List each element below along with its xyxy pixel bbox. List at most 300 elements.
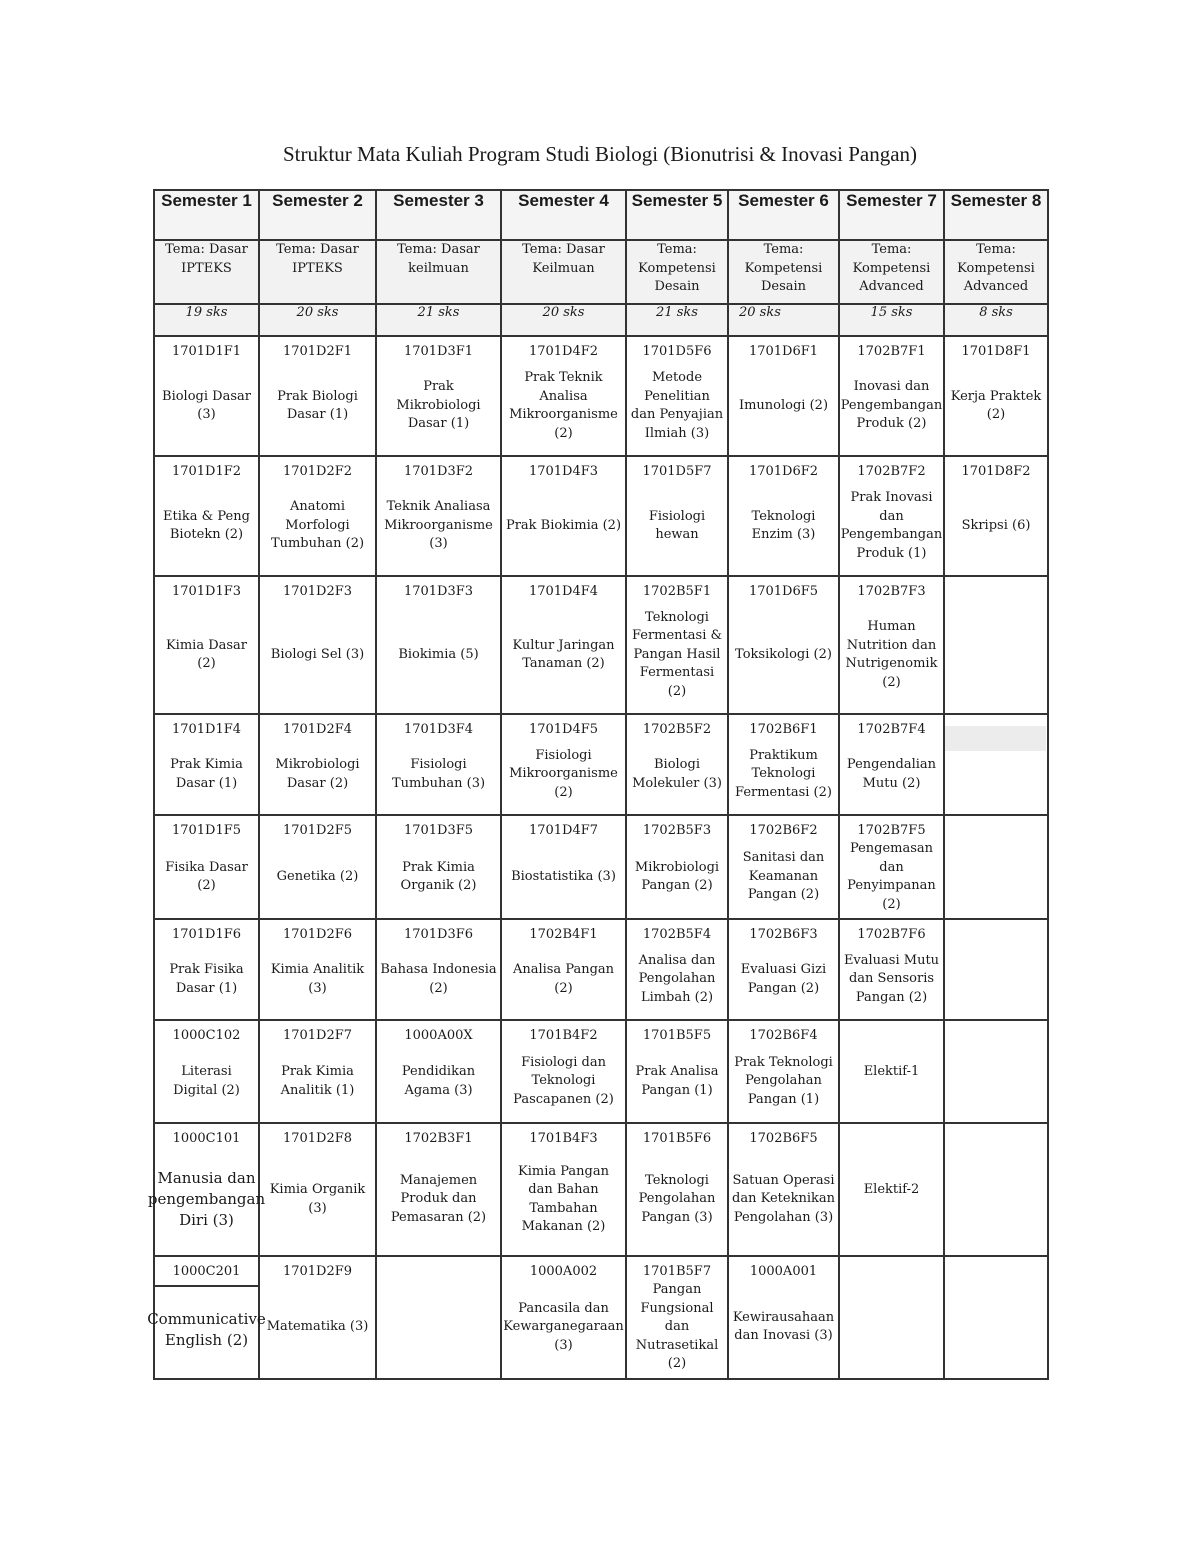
course-code: 1702B6F5	[749, 1131, 818, 1146]
course-name: Praktikum Teknologi Fermentasi (2)	[735, 747, 832, 800]
course-code: 1701D1F2	[171, 464, 242, 479]
course-name: Pangan Fungsional dan Nutrasetikal (2)	[635, 1282, 719, 1371]
course-cell-inner	[630, 1257, 724, 1378]
course-cell-inner	[380, 715, 497, 814]
course-name: Prak Mikrobiologi Dasar (1)	[396, 379, 481, 432]
course-code: 1702B7F5	[857, 823, 926, 838]
course-code: 1702B3F1	[404, 1131, 473, 1146]
course-code: 1701D8F2	[961, 464, 1031, 479]
tema-cell: Tema: Dasar keilmuan	[376, 240, 501, 304]
course-name: Fisiologi Mikroorganisme (2)	[509, 747, 618, 800]
course-name: Anatomi Morfologi Tumbuhan (2)	[270, 499, 365, 552]
course-code: 1702B6F2	[749, 823, 818, 838]
course-name: Manajemen Produk dan Pemasaran (2)	[390, 1172, 487, 1225]
course-code: 1701D4F5	[528, 722, 599, 737]
course-name: Prak Kimia Dasar (1)	[170, 757, 243, 791]
course-name: Biokimia (5)	[398, 646, 479, 662]
course-name: Imunologi (2)	[738, 397, 829, 413]
course-name: Fisiologi hewan	[648, 508, 706, 542]
course-cell-inner	[505, 1124, 622, 1255]
course-code: 1702B7F6	[857, 927, 926, 942]
course-cell-inner	[840, 457, 943, 575]
course-cell-inner	[380, 1257, 497, 1378]
sks-cell: 20 sks	[259, 304, 376, 336]
course-code: 1702B6F1	[749, 722, 818, 737]
course-code: 1000A001	[749, 1264, 818, 1279]
course-name: Prak Kimia Organik (2)	[400, 859, 477, 893]
tema-cell: Tema: Kompetensi Desain	[728, 240, 839, 304]
course-code: 1701D3F2	[403, 464, 474, 479]
course-cell	[154, 1020, 259, 1123]
course-cell-inner	[948, 577, 1044, 713]
course-cell	[501, 456, 626, 576]
sks-cell: 20 sks	[501, 304, 626, 336]
course-name: Evaluasi Mutu dan Sensoris Pangan (2)	[843, 952, 940, 1005]
semester-header: Semester 8	[944, 190, 1048, 240]
course-cell	[944, 1123, 1048, 1256]
course-cell	[728, 1256, 839, 1379]
course-rows	[147, 336, 1048, 1379]
course-cell-inner	[948, 1124, 1044, 1255]
tema-cell: Tema: Kompetensi Advanced	[944, 240, 1048, 304]
course-code: 1701B5F6	[642, 1131, 712, 1146]
course-cell	[839, 1020, 944, 1123]
course-cell	[944, 815, 1048, 919]
course-cell-inner	[505, 920, 622, 1019]
course-cell-inner	[732, 1257, 835, 1378]
sks-cell: 8 sks	[944, 304, 1048, 336]
sks-row	[154, 304, 1048, 336]
course-cell	[728, 1123, 839, 1256]
semester-header: Semester 4	[501, 190, 626, 240]
course-cell	[376, 1020, 501, 1123]
course-name: Pendidikan Agama (3)	[401, 1064, 476, 1098]
course-cell-inner	[263, 457, 372, 575]
course-cell	[626, 714, 728, 815]
course-code: 1701D2F9	[282, 1264, 353, 1279]
course-cell-inner	[732, 715, 835, 814]
course-cell	[839, 576, 944, 714]
course-row	[154, 919, 1048, 1020]
course-cell	[259, 1123, 376, 1256]
tema-cell: Tema: Kompetensi Desain	[626, 240, 728, 304]
course-code: 1701D2F5	[282, 823, 353, 838]
course-cell-inner	[263, 715, 372, 814]
course-cell	[259, 456, 376, 576]
course-cell-inner	[158, 337, 255, 455]
course-name: Bahasa Indonesia (2)	[380, 962, 497, 996]
semester-header-row	[154, 190, 1048, 240]
course-name	[948, 1263, 1044, 1378]
sks-cell: 15 sks	[839, 304, 944, 336]
course-code: 1701D4F4	[528, 584, 599, 599]
course-cell-inner	[948, 715, 1044, 814]
course-cell	[944, 576, 1048, 714]
course-code: 1701D3F3	[403, 584, 474, 599]
course-name: Kimia Analitik (3)	[270, 962, 365, 996]
course-row	[154, 576, 1048, 714]
course-name: Metode Penelitian dan Penyajian Ilmiah (3)	[630, 370, 724, 441]
course-name: Kerja Praktek (2)	[950, 388, 1042, 422]
course-cell	[154, 576, 259, 714]
course-name: Prak Biologi Dasar (1)	[277, 388, 358, 422]
course-cell-inner	[158, 457, 255, 575]
course-code: 1000C102	[172, 1028, 241, 1043]
course-code: 1701D3F1	[403, 344, 474, 359]
course-code: 1701D2F3	[282, 584, 353, 599]
course-code: 1701D2F7	[282, 1028, 353, 1043]
course-name: Inovasi dan Pengembangan Produk (2)	[840, 379, 943, 432]
course-cell	[501, 815, 626, 919]
course-name: Prak Analisa Pangan (1)	[635, 1064, 719, 1098]
course-code: 1701D2F4	[282, 722, 353, 737]
sks-cell: 20 sks	[728, 304, 839, 336]
course-code: 1000A002	[529, 1264, 598, 1279]
course-cell-inner	[732, 577, 835, 713]
course-code: 1701D6F5	[748, 584, 819, 599]
course-cell-inner	[843, 1257, 940, 1378]
course-name: Manusia dan pengembangan Diri (3)	[147, 1169, 266, 1229]
course-name: Analisa dan Pengolahan Limbah (2)	[638, 952, 716, 1005]
course-cell-inner	[843, 577, 940, 713]
course-cell	[839, 456, 944, 576]
course-name	[948, 1027, 1044, 1122]
course-code: 1701B5F5	[642, 1028, 712, 1043]
course-code: 1701D1F1	[171, 344, 242, 359]
course-cell-inner	[630, 457, 724, 575]
course-name: Literasi Digital (2)	[173, 1064, 240, 1098]
course-row	[154, 1020, 1048, 1123]
course-cell-inner	[380, 816, 497, 918]
course-cell	[154, 714, 259, 815]
course-code: 1701B5F7	[642, 1264, 712, 1279]
course-cell	[501, 336, 626, 456]
course-name: Teknologi Pengolahan Pangan (3)	[638, 1172, 716, 1225]
course-code: 1701D2F2	[282, 464, 353, 479]
course-cell-inner	[380, 457, 497, 575]
course-cell-inner	[505, 1021, 622, 1122]
course-code: 1702B6F3	[749, 927, 818, 942]
course-name: Skripsi (6)	[961, 517, 1031, 533]
course-code: 1702B4F1	[529, 927, 598, 942]
course-cell-inner	[948, 816, 1044, 918]
course-name: Prak Inovasi dan Pengembangan Produk (1)	[840, 490, 943, 561]
course-code: 1701B4F2	[529, 1028, 598, 1043]
course-cell	[728, 336, 839, 456]
course-name: Matematika (3)	[266, 1319, 369, 1334]
course-cell-inner	[147, 1124, 266, 1255]
course-cell-inner	[732, 816, 835, 918]
course-name: Sanitasi dan Keamanan Pangan (2)	[742, 850, 825, 903]
course-row	[154, 815, 1048, 919]
course-name: Kimia Dasar (2)	[165, 637, 248, 671]
course-name	[380, 1263, 497, 1378]
course-cell-inner	[263, 1257, 372, 1378]
course-name: Biostatistika (3)	[511, 868, 616, 884]
course-code: 1702B5F1	[642, 584, 712, 599]
course-name	[948, 926, 1044, 1019]
course-cell	[376, 815, 501, 919]
course-cell	[259, 919, 376, 1020]
course-cell	[626, 1123, 728, 1256]
course-code: 1701D4F2	[528, 344, 599, 359]
course-cell	[944, 1256, 1048, 1379]
sks-cell: 19 sks	[154, 304, 259, 336]
course-name: Toksikologi (2)	[735, 646, 832, 662]
course-cell-inner	[380, 1124, 497, 1255]
course-name: Fisika Dasar (2)	[165, 859, 248, 893]
course-cell	[626, 576, 728, 714]
course-cell-inner	[263, 577, 372, 713]
course-name: Evaluasi Gizi Pangan (2)	[740, 962, 827, 996]
course-cell	[501, 919, 626, 1020]
course-cell	[376, 1256, 501, 1379]
tema-cell: Tema: Dasar IPTEKS	[259, 240, 376, 304]
course-cell-inner	[158, 715, 255, 814]
course-code: 1701D2F6	[282, 927, 353, 942]
course-cell-inner	[380, 920, 497, 1019]
course-cell	[501, 1256, 626, 1379]
course-cell-inner	[380, 337, 497, 455]
course-cell	[626, 456, 728, 576]
course-name: Pancasila dan Kewarganegaraan (3)	[503, 1300, 624, 1353]
sks-cell: 21 sks	[376, 304, 501, 336]
curriculum-table	[147, 189, 1049, 1380]
course-cell-inner	[630, 577, 724, 713]
course-code: 1702B7F2	[857, 464, 926, 479]
tema-cell: Tema: Dasar Keilmuan	[501, 240, 626, 304]
course-cell	[728, 456, 839, 576]
course-name: Human Nutrition dan Nutrigenomik (2)	[845, 619, 938, 690]
course-cell-inner	[158, 577, 255, 713]
course-code: 1701D1F3	[171, 584, 242, 599]
course-cell	[839, 336, 944, 456]
course-name: Teknologi Enzim (3)	[751, 508, 816, 542]
course-cell-inner	[505, 816, 622, 918]
course-cell	[944, 456, 1048, 576]
course-cell-inner	[147, 1257, 266, 1378]
course-name	[948, 583, 1044, 713]
course-cell-inner	[630, 337, 724, 455]
course-cell	[259, 1020, 376, 1123]
course-cell	[626, 1020, 728, 1123]
course-cell	[728, 919, 839, 1020]
course-cell	[728, 815, 839, 919]
course-cell-inner	[843, 920, 940, 1019]
course-code: 1702B7F4	[857, 722, 926, 737]
course-row	[154, 1123, 1048, 1256]
course-cell-inner	[263, 337, 372, 455]
course-cell-inner	[263, 920, 372, 1019]
course-code: 1701D2F1	[282, 344, 353, 359]
course-cell	[154, 456, 259, 576]
course-name	[948, 822, 1044, 918]
course-code: 1702B5F3	[642, 823, 712, 838]
course-name: Prak Teknik Analisa Mikroorganisme (2)	[509, 370, 618, 441]
course-cell-inner	[948, 1257, 1044, 1378]
course-cell	[944, 919, 1048, 1020]
course-name: Kultur Jaringan Tanaman (2)	[512, 637, 615, 671]
course-row	[154, 1256, 1048, 1379]
course-name: Elektif-2	[863, 1182, 920, 1198]
course-cell-inner	[505, 337, 622, 455]
course-cell-inner	[263, 1124, 372, 1255]
course-code: 1701D6F2	[748, 464, 819, 479]
course-name: Teknik Analiasa Mikroorganisme (3)	[384, 499, 493, 552]
course-cell	[944, 714, 1048, 815]
course-name: Prak Biokimia (2)	[505, 517, 622, 533]
course-name: Mikrobiologi Dasar (2)	[275, 757, 360, 791]
course-name: Communicative English (2)	[147, 1310, 266, 1350]
course-cell-inner	[263, 816, 372, 918]
course-code: 1701D1F6	[171, 927, 242, 942]
course-code: 1702B5F4	[642, 927, 712, 942]
course-cell	[501, 714, 626, 815]
course-cell	[728, 1020, 839, 1123]
course-cell-inner	[158, 1021, 255, 1122]
course-code: 1000C101	[172, 1131, 241, 1146]
semester-header: Semester 2	[259, 190, 376, 240]
course-name: Mikrobiologi Pangan (2)	[634, 859, 720, 893]
course-cell	[376, 576, 501, 714]
course-code: 1701D3F4	[403, 722, 474, 737]
course-cell	[259, 1256, 376, 1379]
course-cell-inner	[732, 920, 835, 1019]
course-code: 1701B4F3	[529, 1131, 598, 1146]
course-cell	[147, 1256, 266, 1379]
course-name: Etika & Peng Biotekn (2)	[163, 508, 250, 542]
course-cell-inner	[630, 1124, 724, 1255]
course-code: 1702B7F1	[857, 344, 926, 359]
course-cell-inner	[732, 1021, 835, 1122]
course-name: Genetika (2)	[276, 868, 359, 884]
course-name: Satuan Operasi dan Keteknikan Pengolahan (3)	[732, 1172, 835, 1225]
course-cell	[944, 1020, 1048, 1123]
course-cell-inner	[630, 1021, 724, 1122]
course-cell-inner	[948, 1021, 1044, 1122]
course-cell	[626, 336, 728, 456]
course-row	[154, 336, 1048, 456]
course-cell-inner	[843, 1124, 940, 1255]
course-cell	[259, 336, 376, 456]
course-code: 1701D8F1	[961, 344, 1031, 359]
course-cell	[259, 815, 376, 919]
course-code: 1701D4F3	[528, 464, 599, 479]
course-cell	[839, 1123, 944, 1256]
course-cell-inner	[630, 715, 724, 814]
course-cell	[376, 336, 501, 456]
tema-cell: Tema: Dasar IPTEKS	[154, 240, 259, 304]
course-code: 1701D3F6	[403, 927, 474, 942]
course-cell	[376, 1123, 501, 1256]
course-name: Kimia Pangan dan Bahan Tambahan Makanan (2)	[518, 1163, 609, 1234]
course-cell	[626, 815, 728, 919]
course-name: Kimia Organik (3)	[269, 1182, 366, 1216]
course-name: Elektif-1	[863, 1064, 920, 1080]
course-cell	[154, 336, 259, 456]
course-name: Biologi Sel (3)	[270, 646, 365, 662]
course-cell-inner	[732, 1124, 835, 1255]
course-code: 1000A00X	[404, 1028, 473, 1043]
semester-header: Semester 7	[839, 190, 944, 240]
course-cell-inner	[948, 920, 1044, 1019]
course-name: Kewirausahaan dan Inovasi (3)	[732, 1309, 835, 1344]
course-cell-inner	[380, 1021, 497, 1122]
course-cell-inner	[158, 816, 255, 918]
course-name: Prak Fisika Dasar (1)	[169, 962, 244, 996]
course-cell-inner	[505, 1257, 622, 1378]
course-cell	[147, 1123, 266, 1256]
semester-header: Semester 1	[154, 190, 259, 240]
course-code: 1000C201	[155, 1257, 258, 1287]
course-name: Fisiologi dan Teknologi Pascapanen (2)	[513, 1054, 614, 1107]
course-cell-inner	[505, 577, 622, 713]
course-code: 1701D5F7	[642, 464, 712, 479]
semester-header: Semester 5	[626, 190, 728, 240]
course-cell-inner	[948, 457, 1044, 575]
course-cell-inner	[505, 457, 622, 575]
course-cell-inner	[158, 920, 255, 1019]
course-name: Biologi Dasar (3)	[162, 388, 251, 422]
course-cell-inner	[843, 715, 940, 814]
course-code: 1701D1F4	[171, 722, 242, 737]
course-code: 1702B7F3	[857, 584, 926, 599]
course-cell-inner	[263, 1021, 372, 1122]
course-cell	[501, 1123, 626, 1256]
course-row	[154, 714, 1048, 815]
course-cell-inner	[505, 715, 622, 814]
page-title: Struktur Mata Kuliah Program Studi Biologi (Bionutrisi & Inovasi Pangan)	[282, 142, 918, 166]
course-code: 1702B5F2	[642, 722, 712, 737]
semester-header: Semester 3	[376, 190, 501, 240]
course-cell	[839, 919, 944, 1020]
course-cell-inner	[843, 816, 940, 918]
course-cell-inner	[732, 337, 835, 455]
course-cell-inner	[732, 457, 835, 575]
course-name	[948, 721, 1044, 814]
course-cell-inner	[948, 337, 1044, 455]
course-code: 1701D5F6	[642, 344, 712, 359]
course-name: Prak Teknologi Pengolahan Pangan (1)	[734, 1054, 833, 1107]
course-cell	[501, 576, 626, 714]
course-cell	[626, 1256, 728, 1379]
course-name: Prak Kimia Analitik (1)	[280, 1064, 355, 1098]
course-name: Pengemasan dan Penyimpanan (2)	[847, 841, 936, 912]
course-cell-inner	[840, 337, 943, 455]
course-name	[948, 1130, 1044, 1255]
semester-header: Semester 6	[728, 190, 839, 240]
sks-cell: 21 sks	[626, 304, 728, 336]
course-cell	[501, 1020, 626, 1123]
course-cell-inner	[843, 1021, 940, 1122]
course-name: Analisa Pangan (2)	[512, 962, 615, 996]
course-name: Pengendalian Mutu (2)	[846, 757, 937, 791]
course-cell	[259, 714, 376, 815]
course-cell	[154, 815, 259, 919]
course-cell	[259, 576, 376, 714]
course-code: 1701D4F7	[528, 823, 599, 838]
course-cell	[626, 919, 728, 1020]
course-code: 1701D6F1	[748, 344, 819, 359]
tema-cell: Tema: Kompetensi Advanced	[839, 240, 944, 304]
course-name	[843, 1263, 940, 1378]
course-name: Teknologi Fermentasi & Pangan Hasil Fermentasi (2)	[631, 609, 723, 699]
course-cell-inner	[630, 816, 724, 918]
course-cell	[376, 919, 501, 1020]
course-cell	[728, 576, 839, 714]
course-cell	[944, 336, 1048, 456]
course-code: 1701D1F5	[171, 823, 242, 838]
